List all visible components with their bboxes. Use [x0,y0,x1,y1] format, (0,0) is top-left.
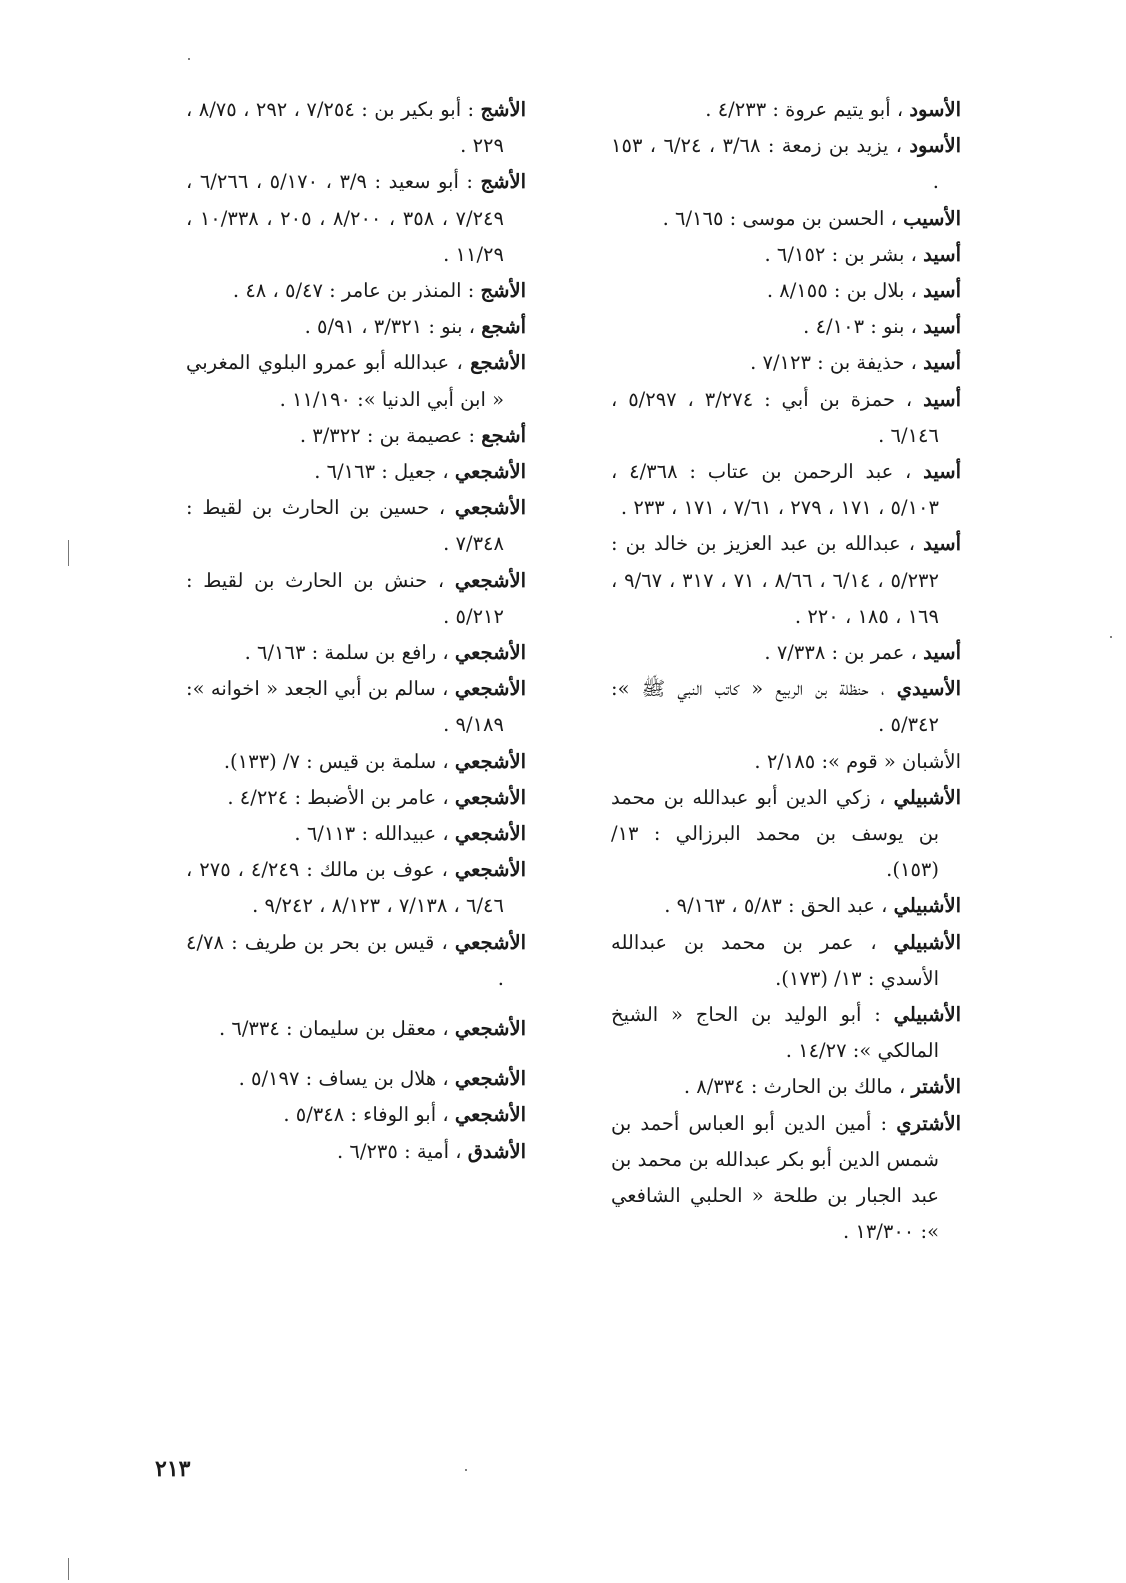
entry-text: ، رافع بن سلمة : ٦/١٦٣ . [244,641,449,665]
index-entry [611,382,961,454]
scan-speck [1110,636,1112,638]
entry-head: الأشجعي [454,822,526,846]
scan-edge-mark [68,540,69,566]
entry-head: أشجع [481,423,526,447]
index-entry [186,454,526,490]
entry-head: الأشجعي [454,460,526,484]
entry-text: ، أمية : ٦/٢٣٥ . [337,1139,462,1163]
index-entry [186,309,526,345]
entry-text: ، عبيدالله : ٦/١١٣ . [294,822,449,846]
index-entry [186,164,526,273]
index-entry [611,744,961,780]
entry-head: الأشجعي [454,1103,526,1127]
entry-text: : عصيمة بن : ٣/٣٢٢ . [299,423,476,447]
entry-head: الأشج [480,98,526,121]
entry-head: الأشجعي [454,1017,526,1041]
entry-text: : أبو بكير بن : ٧/٢٥٤ ، ٢٩٢ ، ٨/٧٥ ، ٢٢٩ . [186,98,504,158]
entry-text: ، جعيل : ٦/١٦٣ . [314,460,449,484]
index-entry [186,671,526,743]
entry-text: ، حذيفة بن : ٧/١٢٣ . [750,351,917,375]
entry-head: الأشبيلي [893,1003,962,1027]
index-entry [611,454,961,526]
index-entry [186,635,526,671]
index-entry [186,1134,526,1170]
entry-text: : أمين الدين أبو العباس أحمد بن شمس الدين أبو بكر عبدالله بن محمد بن عبد الجبار بن طلحة « الحلبي الشافعي »: ١٣/٣٠٠ . [611,1111,939,1244]
page-number: ٢١٣ [155,1456,191,1482]
entry-head: الأشجعي [454,677,526,701]
entry-head: أسيد [923,387,961,411]
entry-text: ، حنش بن الحارث بن لقيط : ٥/٢١٢ . [186,568,504,628]
index-entry [186,1011,526,1047]
entry-text: : أبو سعيد : ٣/٩ ، ٥/١٧٠ ، ٦/٢٦٦ ، ٧/٢٤٩ ، ٣٥٨ ، ٨/٢٠٠ ، ٢٠٥ ، ١٠/٣٣٨ ، ١١/٢٩ . [186,170,504,266]
entry-head: الأشجعي [454,641,526,665]
entry-text: ، عوف بن مالك : ٤/٢٤٩ ، ٢٧٥ ، ٦/٤٦ ، ٧/١٣٨ ، ٨/١٢٣ ، ٩/٢٤٢ . [186,858,504,918]
entry-head: الأشبيلي [893,785,962,809]
entry-head: الأشبيلي [893,930,962,954]
entry-text: ، حمزة بن أبي : ٣/٢٧٤ ، ٥/٢٩٧ ، ٦/١٤٦ . [611,387,939,447]
entry-text: ، معقل بن سليمان : ٦/٣٣٤ . [218,1017,449,1041]
entry-text: ، مالك بن الحارث : ٨/٣٣٤ . [683,1075,906,1099]
entry-text: ، عبدالله أبو عمرو البلوي المغربي « ابن أبي الدنيا »: ١١/١٩٠ . [186,351,504,411]
entry-head: الأشتر [911,1075,961,1099]
entry-text: ، الحسن بن موسى : ٦/١٦٥ . [662,206,897,230]
entry-head: أشجع [481,315,526,339]
index-entry [186,1061,526,1097]
entry-text: : أبو الوليد بن الحاج « الشيخ المالكي »: ١٤/٢٧ . [611,1003,939,1063]
index-entry [611,237,961,273]
entry-head: الأسود [909,134,962,158]
index-entry [186,563,526,635]
index-entry [186,345,526,417]
index-entry [611,345,961,381]
entry-head: الأشدق [467,1139,526,1163]
index-entry [186,925,526,997]
scan-speck [188,58,190,60]
index-entry [611,997,961,1069]
entry-head: الأشجعي [454,930,526,954]
index-entry [186,780,526,816]
entry-head: أسيد [923,532,961,556]
index-entry [611,128,961,200]
index-entry [186,92,526,164]
index-entry [186,490,526,562]
index-entry [611,1069,961,1105]
index-column-right [611,92,961,1251]
entry-text: ، عبد الرحمن بن عتاب : ٤/٣٦٨ ، ٥/١٠٣ ، ١٧١ ، ٢٧٩ ، ٧/٦١ ، ١٧١ ، ٢٣٣ . [611,460,939,520]
entry-text: ، عمر بن محمد بن عبدالله الأسدي : ١٣/ (١٧٣). [611,930,939,990]
index-entry [611,635,961,671]
index-entry [186,816,526,852]
entry-head: الأشجعي [454,858,526,882]
entry-head: الأشج [480,170,526,194]
entry-text: الأشبان « قوم »: ٢/١٨٥ . [754,749,961,773]
entry-head: أسيد [923,351,961,375]
entry-text: ، عمر بن : ٧/٣٣٨ . [764,641,917,665]
index-entry [611,273,961,309]
entry-text: ، عبد الحق : ٥/٨٣ ، ٩/١٦٣ . [664,894,888,918]
index-entry [186,273,526,309]
index-entry [611,526,961,635]
index-entry [611,671,961,743]
entry-text: ، بلال بن : ٨/١٥٥ . [766,279,917,303]
entry-text: ، بنو : ٤/١٠٣ . [803,315,917,339]
entry-head: أسيد [923,315,961,339]
entry-text: ، سالم بن أبي الجعد « اخوانه »: ٩/١٨٩ . [186,677,504,737]
entry-text: ، أبو الوفاء : ٥/٣٤٨ . [283,1103,449,1127]
scan-edge-mark [68,1558,69,1580]
entry-head: أسيد [923,279,961,303]
index-entry [186,744,526,780]
entry-head: الأشبيلي [893,894,961,918]
entry-text: ، عامر بن الأضبط : ٤/٢٢٤ . [227,785,449,809]
entry-head: الأشتري [896,1111,961,1135]
entry-text: ، حسين بن الحارث بن لقيط : ٧/٣٤٨ . [186,496,504,556]
index-entry [611,780,961,889]
entry-text: ، أبو يتيم عروة : ٤/٢٣٣ . [705,98,904,121]
entry-text: ، بشر بن : ٦/١٥٢ . [764,242,917,266]
entry-head: الأشجع [470,351,526,375]
entry-head: الأشجعي [454,1067,526,1091]
entry-head: أسيد [923,460,961,484]
index-entry [611,309,961,345]
entry-text: ، بنو : ٣/٣٢١ ، ٥/٩١ . [304,315,476,339]
entry-text: ، قيس بن بحر بن طريف : ٤/٧٨ . [186,930,504,990]
scan-speck [465,1469,467,1471]
entry-text: ، حنظلة بن الربيع « كاتب النبي ﷺ »: ٥/٣٤٢ . [611,677,939,737]
entry-head: الأسيب [903,206,961,230]
index-entry [611,1106,961,1251]
index-entry [186,852,526,924]
entry-text: ، زكي الدين أبو عبدالله بن محمد بن يوسف بن محمد البرزالي : ١٣/ (١٥٣). [611,785,939,882]
entry-head: الأشجعي [454,568,526,592]
entry-text: ، يزيد بن زمعة : ٣/٦٨ ، ٦/٢٤ ، ١٥٣ . [611,134,939,194]
entry-head: الأشجعي [454,785,526,809]
index-entry [186,1097,526,1133]
entry-spacer [186,1047,526,1061]
index-entry [186,418,526,454]
entry-text: : المنذر بن عامر : ٥/٤٧ ، ٤٨ . [232,279,475,303]
index-column-left [186,92,526,1170]
entry-head: الأشجعي [454,749,526,773]
entry-text: ، هلال بن يساف : ٥/١٩٧ . [238,1067,449,1091]
index-entry [611,92,961,128]
entry-head: الأشجعي [454,496,527,520]
entry-head: أسيد [923,641,961,665]
index-entry [611,888,961,924]
entry-text: ، عبدالله بن عبد العزيز بن خالد بن : ٥/٢٣٢ ، ٦/١٤ ، ٨/٦٦ ، ٧١ ، ٣١٧ ، ٩/٦٧ ، ١٦٩ ، ١٨٥ ، ٢٢٠ . [611,532,939,628]
entry-head: الأشج [480,279,526,303]
entry-spacer [186,997,526,1011]
index-entry [611,925,961,997]
entry-head: الأسيدي [896,677,961,701]
entry-text: ، سلمة بن قيس : ٧/ (١٣٣). [223,749,449,773]
entry-head: أسيد [923,242,961,266]
index-entry [611,201,961,237]
entry-head: الأسود [909,98,961,121]
